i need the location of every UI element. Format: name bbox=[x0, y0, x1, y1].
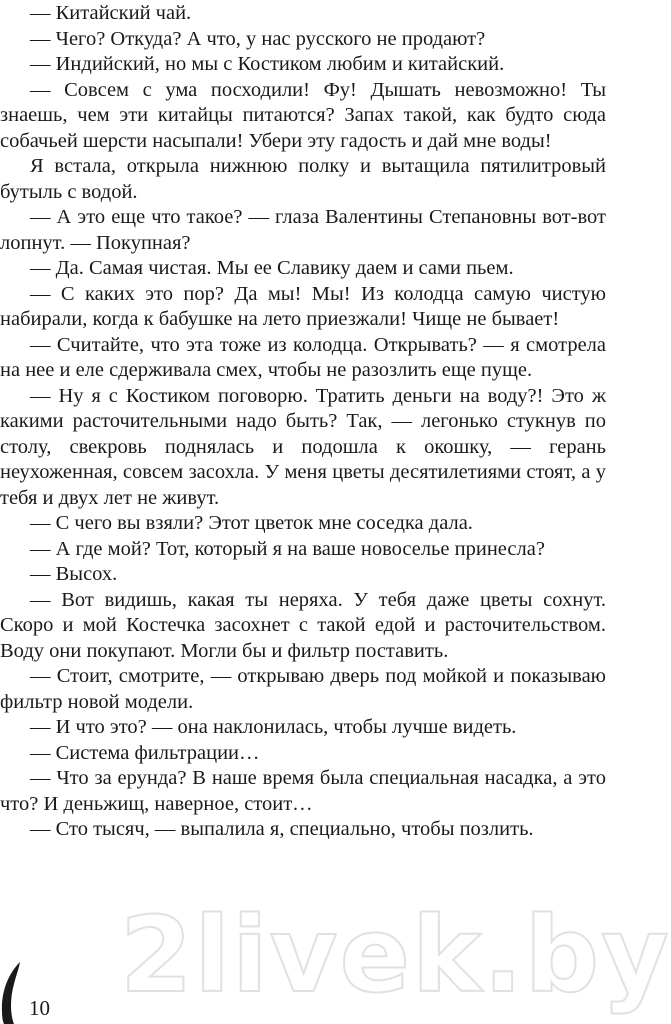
watermark: 2livek.by bbox=[120, 894, 671, 1016]
paragraph-16: — И что это? — она наклонилась, чтобы лучше видеть. bbox=[30, 716, 517, 738]
paragraph-7: — Да. Самая чистая. Мы ее Славику даем и сами пьем. bbox=[30, 257, 514, 279]
paragraph-19: — Сто тысяч, — выпалила я, специально, чтобы позлить. bbox=[30, 818, 534, 840]
paragraph-2: — Чего? Откуда? А что, у нас русского не продают? bbox=[30, 27, 486, 50]
paragraph-13: — Высох. bbox=[30, 563, 118, 585]
paragraph-18: — Что за ерунда? В наше время была специальная насадка, а это что? И деньжищ, наверное, стоит… bbox=[0, 767, 606, 815]
paragraph-10: — Ну я с Костиком поговорю. Тратить деньги на воду?! Это ж какими расточительными надо быть? Так, — легонько стукнув по столу, свекровь поднялась и подошла к окошку, — герань неухоженная, совсем засохла. У меня цветы десятилетиями стоят, а у тебя и двух лет не живут. bbox=[0, 384, 606, 509]
paragraph-5: Я встала, открыла нижнюю полку и вытащила пятилитровый бутыль с водой. bbox=[0, 155, 606, 203]
paragraph-15: — Стоит, смотрите, — открываю дверь под мойкой и показываю фильтр новой модели. bbox=[0, 665, 606, 713]
page-text bbox=[0, 1, 606, 843]
page-number: 10 bbox=[29, 996, 50, 1020]
paragraph-1: — Китайский чай. bbox=[30, 2, 192, 24]
paragraph-14: — Вот видишь, какая ты неряха. У тебя даже цветы сохнут. Скоро и мой Костечка засохнет с такой едой и расточительством. Воду они покупают. Могли бы и фильтр поставить. bbox=[0, 588, 606, 662]
paragraph-4: — Совсем с ума посходили! Фу! Дышать невозможно! Ты знаешь, чем эти китайцы питаются? Запах такой, как будто сюда собачьей шерсти насыпали! Убери эту гадость и дай мне воды! bbox=[0, 78, 606, 152]
paragraph-6: — А это еще что такое? — глаза Валентины Степановны вот-вот лопнут. — Покупная? bbox=[0, 206, 606, 254]
paragraph-9: — Считайте, что эта тоже из колодца. Открывать? — я смотрела на нее и еле сдерживала смех, чтобы не разозлить еще пуще. bbox=[0, 333, 606, 381]
paragraph-12: — А где мой? Тот, который я на ваше новоселье принесла? bbox=[30, 537, 545, 560]
paragraph-8: — С каких это пор? Да мы! Мы! Из колодца самую чистую набирали, когда к бабушке на лето приезжали! Чище не бывает! bbox=[0, 282, 606, 330]
paragraph-11: — С чего вы взяли? Этот цветок мне соседка дала. bbox=[30, 512, 473, 534]
paragraph-3: — Индийский, но мы с Костиком любим и китайский. bbox=[30, 53, 505, 75]
paragraph-17: — Система фильтрации… bbox=[30, 741, 260, 764]
page-corner-ornament-icon bbox=[0, 962, 26, 1024]
